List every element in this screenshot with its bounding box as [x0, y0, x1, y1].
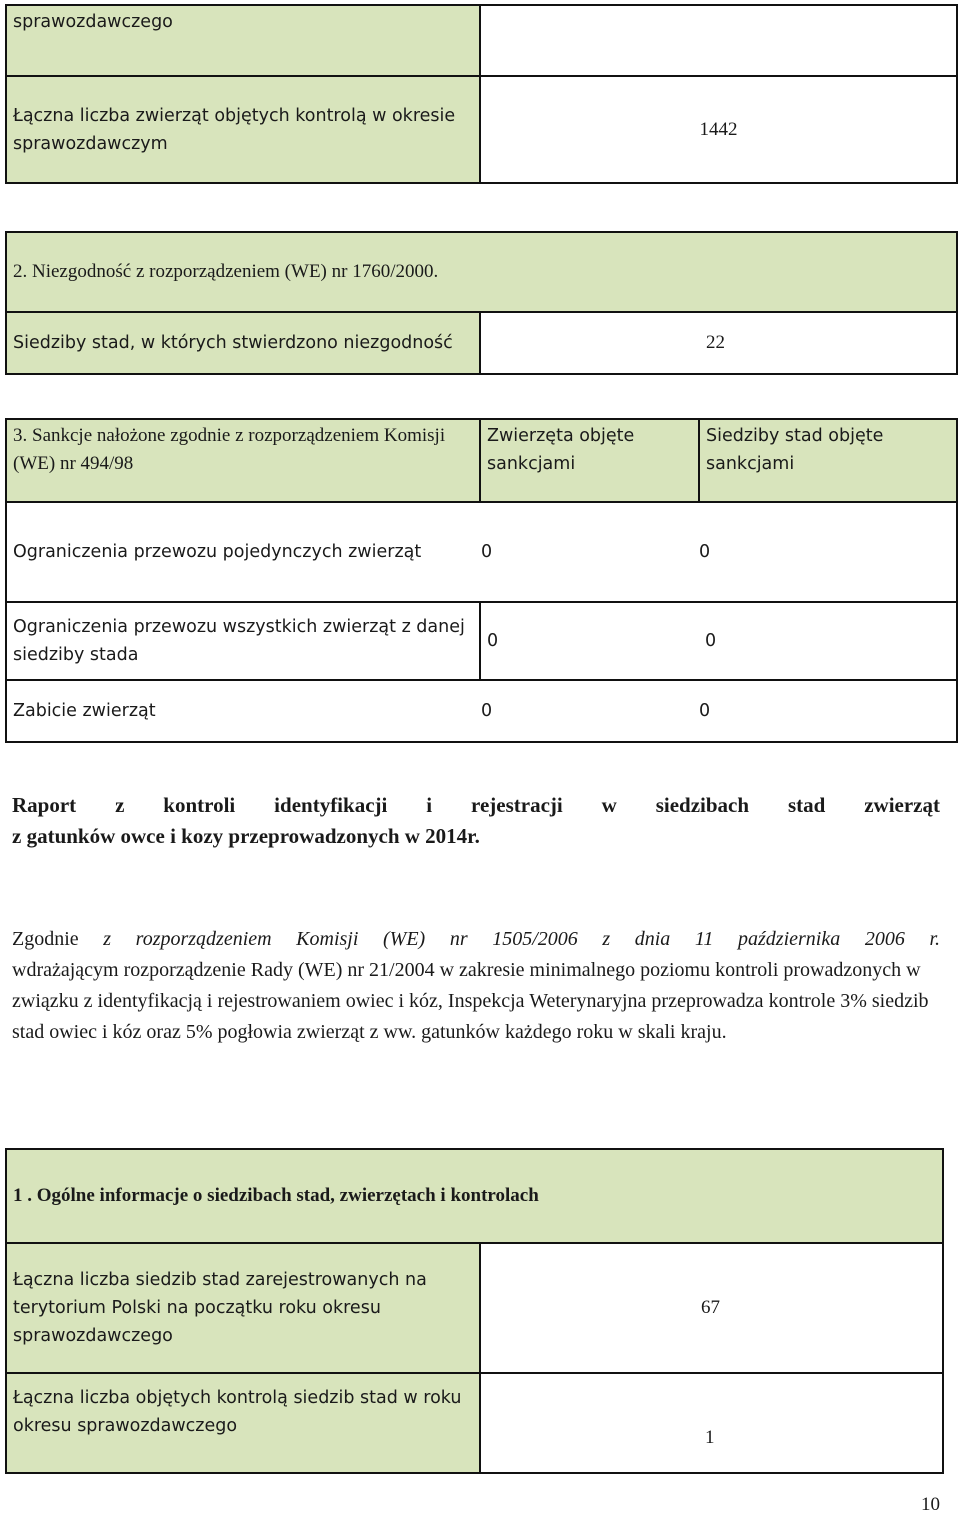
intro-lead: Zgodnie	[12, 928, 79, 950]
cell-label-registered-holdings: Łączna liczba siedzib stad zarejestrowanych na terytorium Polski na początku roku okresu sprawozdawczego	[6, 1243, 480, 1373]
row-animals-value: 0	[481, 542, 493, 562]
page-number: 10	[921, 1494, 940, 1515]
cell-value-registered-holdings: 67	[480, 1243, 943, 1373]
cell-label-noncompliant-holdings: Siedziby stad, w których stwierdzono niezgodność	[6, 312, 480, 374]
table-general-info	[5, 1148, 944, 1474]
cell-empty	[480, 5, 957, 76]
table-noncompliance	[5, 231, 958, 375]
table-row	[6, 502, 957, 602]
header-holdings-sanctioned: Siedziby stad objęte sankcjami	[699, 419, 957, 502]
table-row	[480, 602, 957, 680]
report-title-line1: Raport z kontroli identyfikacji i rejestracji w siedzibach stad zwierząt	[12, 793, 940, 817]
cell-label-total-animals: Łączna liczba zwierząt objętych kontrolą w okresie sprawozdawczym	[6, 76, 480, 183]
row-label: Ograniczenia przewozu wszystkich zwierząt z danej siedziby stada	[6, 602, 480, 680]
table-row	[6, 680, 957, 742]
row-holdings-value: 0	[699, 701, 711, 721]
cell-value-noncompliant-holdings: 22	[480, 312, 957, 374]
cell-value-controlled-holdings: 1	[480, 1373, 943, 1473]
cell-value-total-animals: 1442	[480, 76, 957, 183]
intro-body: wdrażającym rozporządzenie Rady (WE) nr 21/2004 w zakresie minimalnego poziomu kontroli prowadzonych w związku z identyfikacją i rejestrowaniem owiec i kóz, Inspekcja Weterynaryjna przeprowadza kontrole 3% siedzib stad owiec i kóz oraz 5% pogłowia zwierząt z ww. gatunków każdego roku w skali kraju.	[12, 959, 929, 1043]
header-animals-sanctioned: Zwierzęta objęte sankcjami	[480, 419, 699, 502]
intro-paragraph	[12, 924, 940, 1048]
row-holdings-value: 0	[699, 542, 711, 562]
row-label: Zabicie zwierząt	[13, 701, 156, 721]
header-sanctions: 3. Sankcje nałożone zgodnie z rozporządzeniem Komisji (WE) nr 494/98	[6, 419, 480, 502]
row-holdings-value: 0	[705, 631, 717, 651]
intro-first-line	[12, 924, 940, 955]
row-animals-value: 0	[487, 631, 499, 651]
section-header-noncompliance: 2. Niezgodność z rozporządzeniem (WE) nr 1760/2000.	[6, 232, 957, 312]
cell-label-continued: sprawozdawczego	[6, 5, 480, 76]
report-title-line2: z gatunków owce i kozy przeprowadzonych w 2014r.	[12, 824, 480, 848]
row-animals-value: 0	[481, 701, 493, 721]
section-header-general-info: 1 . Ogólne informacje o siedzibach stad, zwierzętach i kontrolach	[6, 1149, 943, 1243]
table-sanctions	[5, 418, 958, 743]
report-title	[12, 790, 940, 852]
cell-label-controlled-holdings: Łączna liczba objętych kontrolą siedzib stad w roku okresu sprawozdawczego	[6, 1373, 480, 1473]
intro-regulation: z rozporządzeniem Komisji (WE) nr 1505/2006 z dnia 11 października 2006 r.	[103, 928, 941, 950]
table-animals-controlled	[5, 4, 958, 184]
row-label: Ograniczenia przewozu pojedynczych zwierząt	[13, 542, 422, 562]
